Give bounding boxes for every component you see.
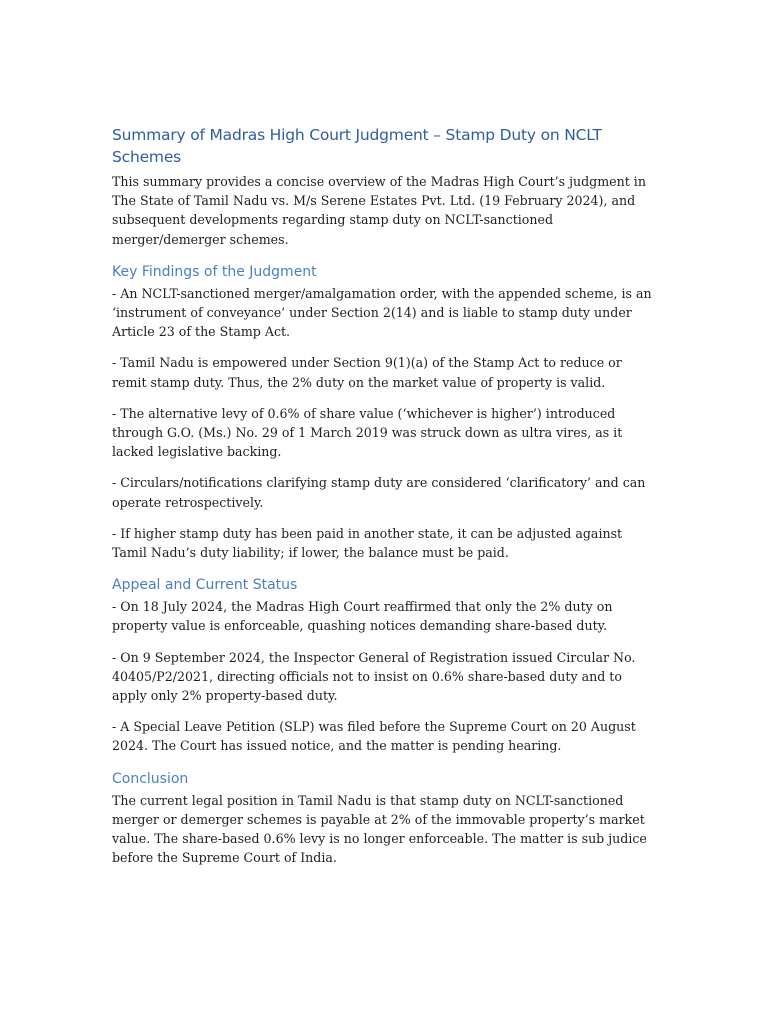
appeal-status-paragraph: - On 9 September 2024, the Inspector General of Registration issued Circular No. 40405/P2/2021, directing officials not to insist on 0.6% share-based duty and to apply only 2% property-based duty. xyxy=(112,649,636,704)
intro-paragraph: This summary provides a concise overview of the Madras High Court’s judgment in The State of Tamil Nadu vs. M/s Serene Estates Pvt. Ltd. (19 February 2024), and subsequent developments regarding stamp duty on NCLT-sanctioned merger/demerger schemes. xyxy=(112,174,646,247)
key-finding-paragraph: - The alternative levy of 0.6% of share value (‘whichever is higher’) introduced through G.O. (Ms.) No. 29 of 1 March 2019 was struck down as ultra vires, as it lacked legislative backing. xyxy=(112,405,623,460)
key-finding-paragraph: - Circulars/notifications clarifying stamp duty are considered ‘clarificatory’ and can operate retrospectively. xyxy=(112,475,646,510)
document-title: Summary of Madras High Court Judgment – Stamp Duty on NCLT Schemes xyxy=(112,126,602,166)
section-heading-appeal-status: Appeal and Current Status xyxy=(112,577,298,594)
section-heading-key-findings: Key Findings of the Judgment xyxy=(112,263,317,280)
appeal-status-paragraph: - A Special Leave Petition (SLP) was filed before the Supreme Court on 20 August 2024. The Court has issued notice, and the matter is pending hearing. xyxy=(112,719,636,754)
document-body xyxy=(112,124,658,867)
key-finding-paragraph: - An NCLT-sanctioned merger/amalgamation order, with the appended scheme, is an ‘instrument of conveyance’ under Section 2(14) and is liable to stamp duty under Article 23 of the Stamp Act. xyxy=(112,285,652,340)
conclusion-paragraph: The current legal position in Tamil Nadu is that stamp duty on NCLT-sanctioned merger or demerger schemes is payable at 2% of the immovable property’s market value. The share-based 0.6% levy is no longer enforceable. The matter is sub judice before the Supreme Court of India. xyxy=(112,792,647,866)
key-finding-paragraph: - Tamil Nadu is empowered under Section 9(1)(a) of the Stamp Act to reduce or remit stamp duty. Thus, the 2% duty on the market value of property is valid. xyxy=(112,355,622,390)
key-finding-paragraph: - If higher stamp duty has been paid in another state, it can be adjusted against Tamil Nadu’s duty liability; if lower, the balance must be paid. xyxy=(112,525,623,561)
section-heading-conclusion: Conclusion xyxy=(112,770,189,787)
appeal-status-paragraph: - On 18 July 2024, the Madras High Court reaffirmed that only the 2% duty on property value is enforceable, quashing notices demanding share-based duty. xyxy=(112,599,613,634)
